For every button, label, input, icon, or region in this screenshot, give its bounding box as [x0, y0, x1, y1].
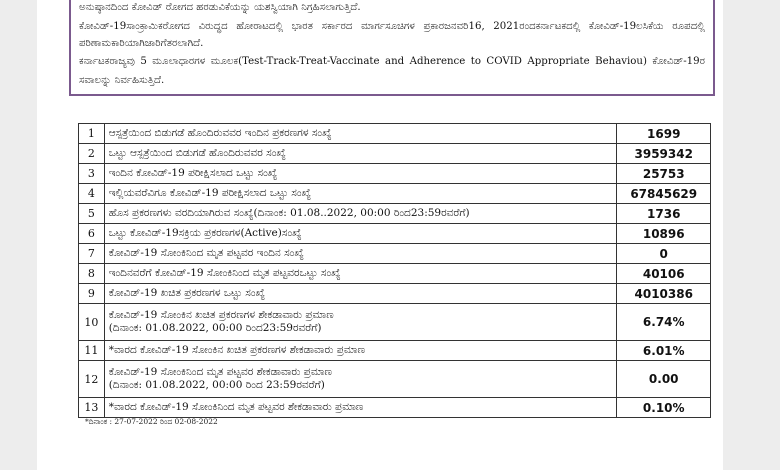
row-value: 6.01%: [617, 341, 711, 361]
row-number: 13: [79, 398, 105, 418]
row-description: [104, 341, 617, 361]
table-row: [79, 204, 711, 224]
row-description-line: *ವಾರದ ಕೋವಿಡ್-19 ಸೋಂಕಿನ ಖಚಿತ ಪ್ರಕರಣಗಳ ಶೇಕಡಾವಾರು ಪ್ರಮಾಣ: [108, 344, 366, 356]
row-number: 10: [79, 304, 105, 341]
table-row: [79, 164, 711, 184]
row-description: [104, 184, 617, 204]
row-description: [104, 224, 617, 244]
row-value: 1736: [617, 204, 711, 224]
row-description: [104, 204, 617, 224]
table-row: [79, 264, 711, 284]
row-description-line: ಕೋವಿಡ್-19 ಸೋಂಕಿನಿಂದ ಮೃತ ಪಟ್ಟವರ ಇಂದಿನ ಸಂಖ್ಯೆ: [108, 247, 304, 259]
table-row: [79, 144, 711, 164]
row-description-line: ಇಂದಿನ ಕೋವಿಡ್-19 ಪರೀಕ್ಷಿಸಲಾದ ಒಟ್ಟು ಸಂಖ್ಯೆ: [108, 167, 278, 179]
row-number: 1: [79, 124, 105, 144]
row-number: 6: [79, 224, 105, 244]
table-row: [79, 224, 711, 244]
row-description-line: ಒಟ್ಟು ಆಸ್ಪತ್ರೆಯಿಂದ ಬಿಡುಗಡೆ ಹೊಂದಿರುವವರ ಸಂಖ್ಯೆ: [108, 147, 286, 159]
row-number: 8: [79, 264, 105, 284]
row-value: 6.74%: [617, 304, 711, 341]
row-description: [104, 304, 617, 341]
row-description: [104, 398, 617, 418]
row-value: 25753: [617, 164, 711, 184]
row-number: 7: [79, 244, 105, 264]
table-row: [79, 124, 711, 144]
table-row: [79, 244, 711, 264]
row-description-date: (ದಿನಾಂಕ: 01.08.2022, 00:00 ರಿಂದ23:59ರವರೆಗೆ): [108, 322, 322, 334]
table-row: [79, 304, 711, 341]
row-number: 5: [79, 204, 105, 224]
document-page: [37, 0, 723, 470]
row-value: 0: [617, 244, 711, 264]
intro-line-2: ಕೋವಿಡ್-19ಸಾಂಕ್ರಾಮಿಕರೋಗದ ವಿರುದ್ಧದ ಹೋರಾಟದಲ್ಲಿ ಭಾರತ ಸರ್ಕಾರದ ಮಾರ್ಗಸೂಚಿಗಳ ಪ್ರಕಾರಜನವರಿ16, 2021ರಂದಕರ್ನಾಟಕದಲ್ಲಿ ಕೋವಿಡ್-19ಲಸಿಕೆಯ ರೂಪದಲ್ಲಿ ಪರಿಣಾಮಕಾರಿಯಾಗಿಜಾರಿಗೆತರಲಾಗಿದೆ.: [79, 20, 705, 49]
table-row: [79, 184, 711, 204]
intro-box: [69, 0, 715, 96]
table-row: [79, 284, 711, 304]
row-description-date: (ದಿನಾಂಕ: 01.08.2022, 00:00 ರಿಂದ 23:59ರವರೆಗೆ): [108, 379, 325, 391]
row-value: 0.00: [617, 361, 711, 398]
row-description-line: ಇಲ್ಲಿಯವರೆವಿಗೂ ಕೋವಿಡ್-19 ಪರೀಕ್ಷಿಸಲಾದ ಒಟ್ಟು ಸಂಖ್ಯೆ: [108, 187, 312, 199]
row-value: 40106: [617, 264, 711, 284]
row-description-line: ಕೋವಿಡ್-19 ಸೋಂಕಿನ ಖಚಿತ ಪ್ರಕರಣಗಳ ಶೇಕಡಾವಾರು ಪ್ರಮಾಣ: [108, 309, 334, 321]
row-description: [104, 144, 617, 164]
row-number: 4: [79, 184, 105, 204]
row-description: [104, 361, 617, 398]
row-number: 3: [79, 164, 105, 184]
row-value: 0.10%: [617, 398, 711, 418]
row-value: 10896: [617, 224, 711, 244]
row-value: 4010386: [617, 284, 711, 304]
row-description: [104, 244, 617, 264]
row-number: 9: [79, 284, 105, 304]
row-value: 67845629: [617, 184, 711, 204]
row-number: 12: [79, 361, 105, 398]
row-description: [104, 284, 617, 304]
table-row: [79, 398, 711, 418]
row-description-line: ಒಟ್ಟು ಕೋವಿಡ್-19ಸಕ್ರಿಯ ಪ್ರಕರಣಗಳ(Active)ಸಂಖ್ಯೆ: [108, 227, 302, 239]
row-value: 1699: [617, 124, 711, 144]
row-description-line: ಹೊಸ ಪ್ರಕರಣಗಳು ವರದಿಯಾಗಿರುವ ಸಂಖ್ಯೆ(ದಿನಾಂಕ: 01.08..2022, 00:00 ರಿಂದ23:59ರವರೆಗೆ): [108, 207, 470, 219]
row-description-line: ಕೋವಿಡ್-19 ಸೋಂಕಿನಿಂದ ಮೃತ ಪಟ್ಟವರ ಶೇಕಡಾವಾರು ಪ್ರಮಾಣ: [108, 366, 332, 378]
row-number: 2: [79, 144, 105, 164]
row-description-line: *ವಾರದ ಕೋವಿಡ್-19 ಸೋಂಕಿನಿಂದ ಮೃತ ಪಟ್ಟವರ ಶೇಕಡಾವಾರು ಪ್ರಮಾಣ: [108, 401, 364, 413]
intro-line-1: ಅನುಷ್ಠಾನದಿಂದ ಕೋವಿಡ್ ರೋಗದ ಹರಡುವಿಕೆಯನ್ನು ಯಶಸ್ವಿಯಾಗಿ ನಿಗ್ರಹಿಸಲಾಗುತ್ತಿದೆ.: [79, 2, 361, 13]
intro-line-3: ಕರ್ನಾಟಕರಾಜ್ಯವು 5 ಮೂಲಾಧಾರಗಳ ಮೂಲಕ(Test-Track-Treat-Vaccinate and Adherence to COVID Appropriate Behaviou) ಕೋವಿಡ್-19ರ ಸವಾಲನ್ನು ನಿರ್ವಹಿಸುತ್ತಿದೆ.: [79, 55, 705, 86]
row-description: [104, 264, 617, 284]
covid-stats-table: [78, 123, 711, 418]
row-value: 3959342: [617, 144, 711, 164]
table-row: [79, 341, 711, 361]
row-description-line: ಕೋವಿಡ್-19 ಖಚಿತ ಪ್ರಕರಣಗಳ ಒಟ್ಟು ಸಂಖ್ಯೆ: [108, 287, 265, 299]
row-description: [104, 164, 617, 184]
row-description-line: ಇಂದಿನವರೆಗೆ ಕೋವಿಡ್-19 ಸೋಂಕಿನಿಂದ ಮೃತ ಪಟ್ಟವರಒಟ್ಟು ಸಂಖ್ಯೆ: [108, 267, 341, 279]
row-description: [104, 124, 617, 144]
row-number: 11: [79, 341, 105, 361]
table-row: [79, 361, 711, 398]
footnote: *ದಿನಾಂಕ : 27-07-2022 ರಿಂದ 02-08-2022: [85, 417, 218, 426]
row-description-line: ಆಸ್ಪತ್ರೆಯಿಂದ ಬಿಡುಗಡೆ ಹೊಂದಿರುವವರ ಇಂದಿನ ಪ್ರಕರಣಗಳ ಸಂಖ್ಯೆ: [108, 127, 332, 139]
